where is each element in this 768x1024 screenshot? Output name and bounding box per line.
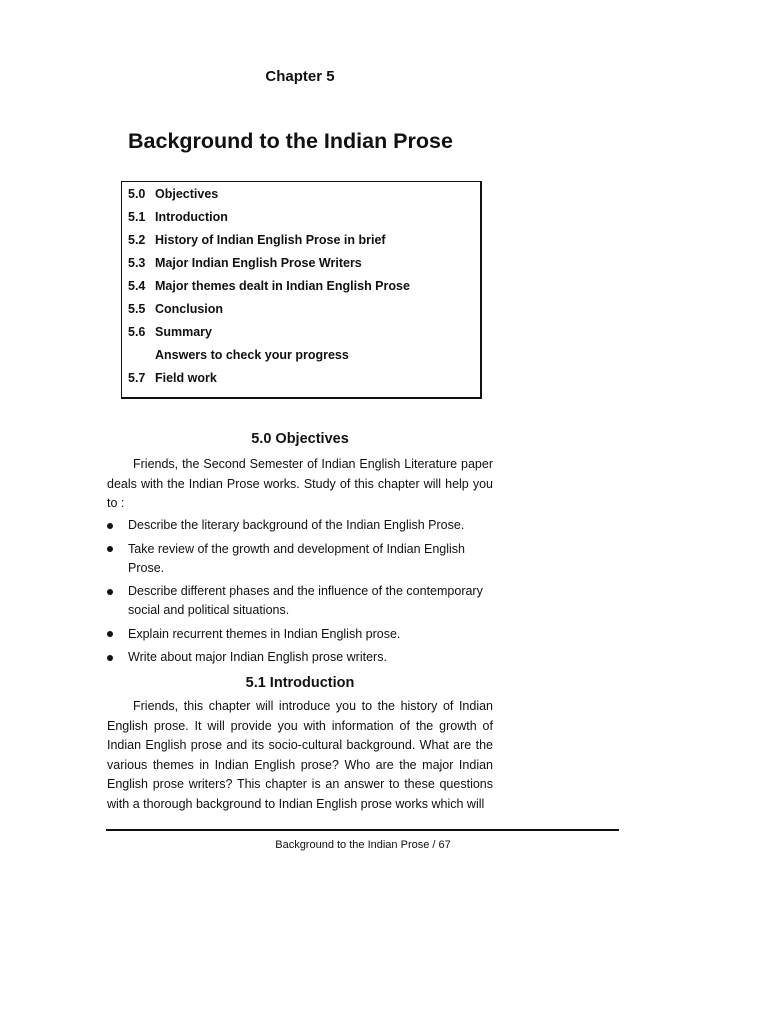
toc-text: History of Indian English Prose in brief [155,233,386,247]
toc-number: 5.6 [128,325,146,339]
bullet-icon [107,655,113,661]
toc-number: 5.3 [128,256,146,270]
footer-divider [106,829,619,831]
toc-number: 5.0 [128,187,146,201]
bullet-text: Explain recurrent themes in Indian English prose. [128,626,401,641]
objectives-list [107,516,497,672]
toc-number: 5.5 [128,302,146,316]
introduction-heading: 5.1 Introduction [245,675,355,691]
page-footer: Background to the Indian Prose / 67 [275,839,451,851]
toc-item [122,209,480,232]
toc-text: Conclusion [155,302,224,316]
toc-text: Field work [155,371,217,385]
list-item [107,625,497,644]
toc-text: Major themes dealt in Indian English Prose [155,279,410,293]
toc-item [122,370,480,393]
toc-item [122,347,480,370]
list-item [107,582,497,620]
toc-text: Introduction [155,210,228,224]
bullet-icon [107,523,113,529]
toc-number: 5.4 [128,279,146,293]
toc-item [122,255,480,278]
introduction-paragraph: Friends, this chapter will introduce you to the history of Indian English prose. It will provide you with information of the growth of Indian English prose and its socio-cultural background. What are the various themes in Indian English prose? Who are the major Indian English prose writers? This chapter is an answer to these questions with a thorough background to Indian English prose works which will [107,699,493,811]
chapter-title: Background to the Indian Prose [128,129,453,153]
toc-item [122,278,480,301]
toc-number: 5.7 [128,371,146,385]
list-item [107,648,497,667]
bullet-text: Write about major Indian English prose writers. [128,650,387,664]
toc-text: Objectives [155,187,219,201]
toc-item [122,324,480,347]
toc-item [122,186,480,209]
bullet-icon [107,546,113,552]
bullet-icon [107,631,113,637]
toc-item [122,232,480,255]
list-item [107,516,497,535]
objectives-heading: 5.0 Objectives [251,431,349,447]
toc-text: Answers to check your progress [155,348,349,362]
toc-text: Summary [155,325,212,339]
chapter-label: Chapter 5 [265,68,335,85]
toc-number: 5.2 [128,233,146,247]
toc-item [122,301,480,324]
list-item [107,540,497,578]
toc-text: Major Indian English Prose Writers [155,256,362,270]
bullet-text: Describe the literary background of the Indian English Prose. [128,518,465,532]
toc-number: 5.1 [128,210,146,224]
objectives-intro: Friends, the Second Semester of Indian English Literature paper deals with the Indian Prose works. Study of this chapter will help you to : [107,457,493,511]
bullet-text: Describe different phases and the influence of the contemporary social and political situations. [128,584,483,617]
bullet-icon [107,589,113,595]
table-of-contents [121,181,482,399]
bullet-text: Take review of the growth and development of Indian English Prose. [128,541,466,575]
